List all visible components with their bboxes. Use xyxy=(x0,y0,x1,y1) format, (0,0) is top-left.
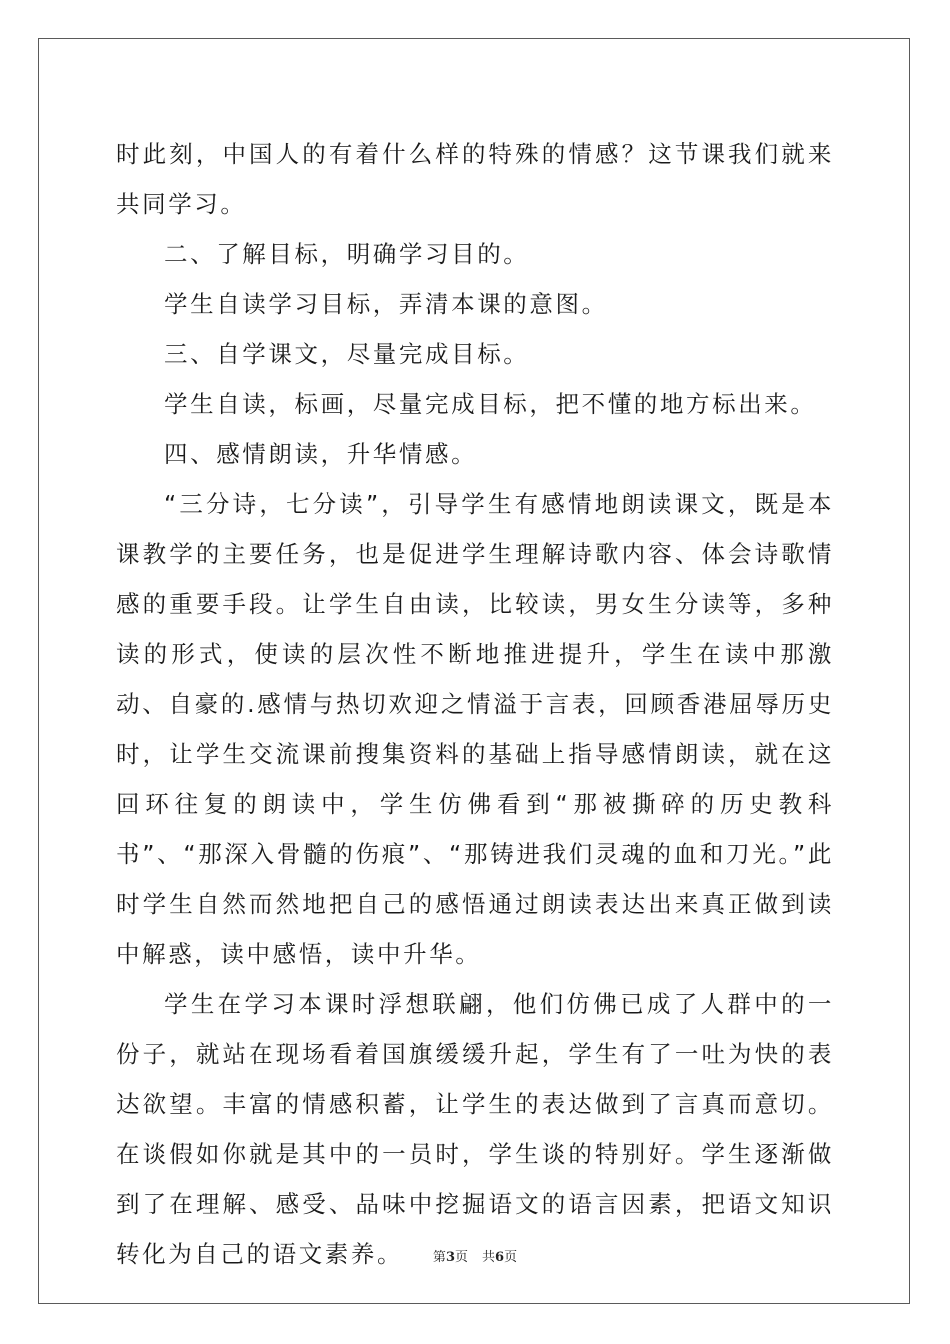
current-page-number: 3 xyxy=(445,1250,455,1265)
page-number-prefix: 第 xyxy=(432,1250,446,1265)
page-number-suffix: 页 xyxy=(454,1250,468,1265)
page-footer xyxy=(0,1246,950,1265)
paragraph: “三分诗，七分读”，引导学生有感情地朗读课文，既是本课教学的主要任务，也是促进学生理解诗歌内容、体会诗歌情感的重要手段。让学生自由读，比较读，男女生分读等，多种读的形式，使读的层次性不断地推进提升，学生在读中那激动、自豪的.感情与热切欢迎之情溢于言表，回顾香港屈辱历史时，让学生交流课前搜集资料的基础上指导感情朗读，就在这回环往复的朗读中，学生仿佛看到“那被撕碎的历史教科书”、“那深入骨髓的伤痕”、“那铸进我们灵魂的血和刀光。”此时学生自然而然地把自己的感悟通过朗读表达出来真正做到读中解惑，读中感悟，读中升华。 xyxy=(116,490,834,968)
paragraph: 学生在学习本课时浮想联翩，他们仿佛已成了人群中的一份子，就站在现场看着国旗缓缓升起，学生有了一吐为快的表达欲望。丰富的情感积蓄，让学生的表达做到了言真而意切。在谈假如你就是其中的一员时，学生谈的特别好。学生逐渐做到了在理解、感受、品味中挖掘语文的语言因素，把语文知识转化为自己的语文素养。 xyxy=(116,990,834,1268)
paragraph: 学生自读，标画，尽量完成目标，把不懂的地方标出来。 xyxy=(164,390,817,418)
paragraph: 学生自读学习目标，弄清本课的意图。 xyxy=(164,290,608,318)
paragraph: 二、了解目标，明确学习目的。 xyxy=(164,240,530,268)
paragraph: 时此刻，中国人的有着什么样的特殊的情感？这节课我们就来共同学习。 xyxy=(116,140,834,218)
paragraph: 四、感情朗读，升华情感。 xyxy=(164,440,478,468)
document-body xyxy=(116,129,834,1279)
paragraph: 三、自学课文，尽量完成目标。 xyxy=(164,340,530,368)
total-page-count: 6 xyxy=(495,1250,505,1265)
total-pages-prefix: 共 xyxy=(482,1250,496,1265)
total-pages-suffix: 页 xyxy=(504,1250,518,1265)
